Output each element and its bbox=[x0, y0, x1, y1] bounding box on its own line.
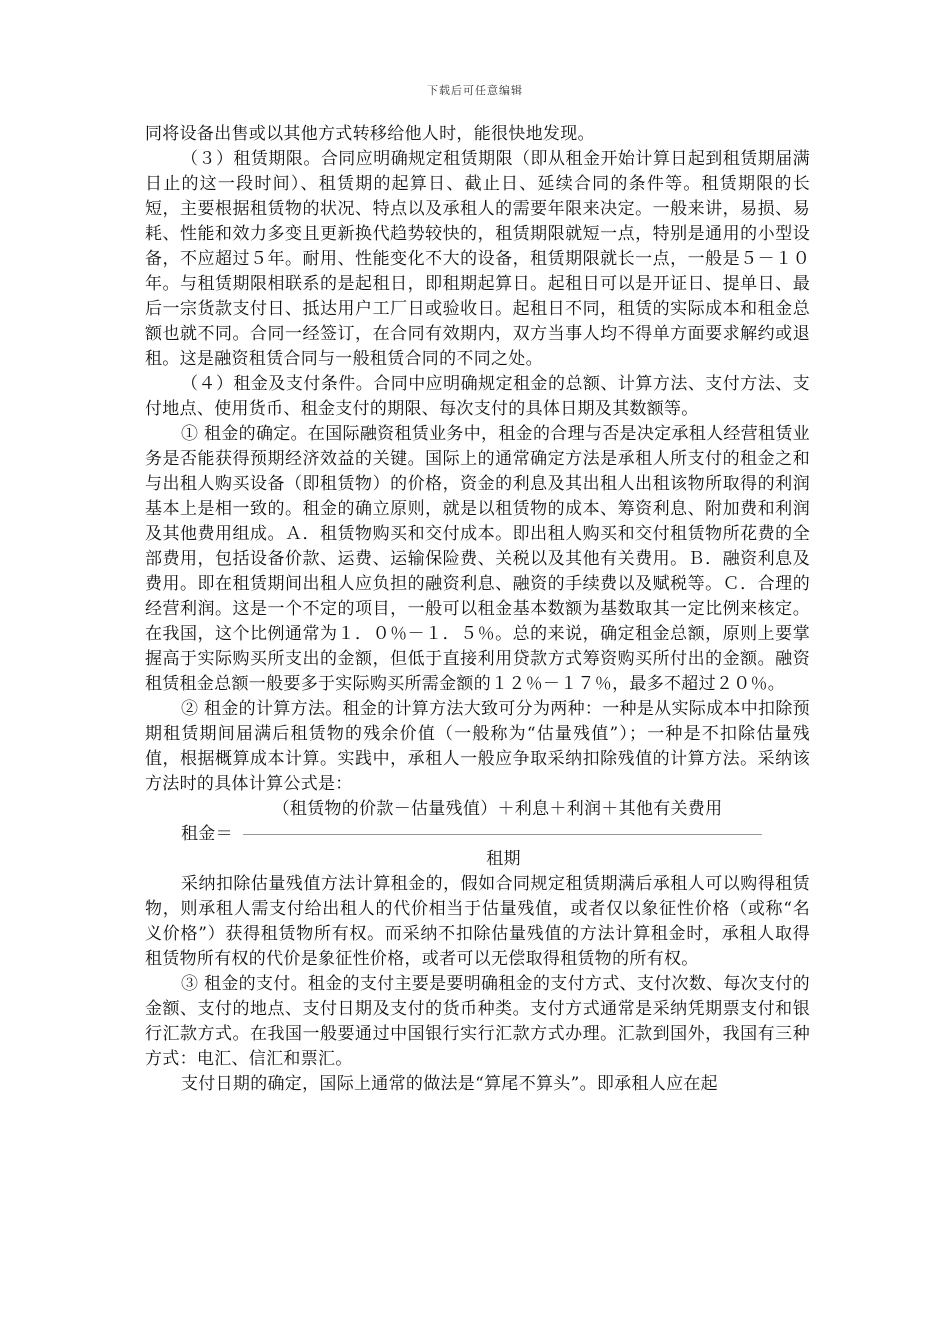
rent-formula bbox=[145, 797, 810, 872]
paragraph-continuation: 同将设备出售或以其他方式转移给他人时，能很快地发现。 bbox=[145, 124, 595, 144]
formula-numerator: （租赁物的价款－估量残值）＋利息＋利润＋其他有关费用 bbox=[272, 799, 723, 819]
page-header-note: 下载后可任意编辑 bbox=[427, 84, 523, 97]
paragraph-rent-calculation: ② 租金的计算方法。租金的计算方法大致可分为两种：一种是从实际成本中扣除预期租赁期间届满后租赁物的残余价值（一般称为“估量残值”）；一种是不扣除估量残值，根据概算成本计算。实践中，承租人一般应争取采纳扣除残值的计算方法。采纳该方法时的具体计算公式是： bbox=[145, 699, 810, 794]
document-body bbox=[145, 122, 810, 1097]
paragraph-rent-payment: ③ 租金的支付。租金的支付主要是要明确租金的支付方式、支付次数、每次支付的金额、支付的地点、支付日期及支付的货币种类。支付方式通常是采纳凭期票支付和银行汇款方式。在我国一般要通过中国银行实行汇款方式办理。汇款到国外，我国有三种方式：电汇、信汇和票汇。 bbox=[145, 974, 810, 1069]
paragraph-rent-determination: ① 租金的确定。在国际融资租赁业务中，租金的合理与否是决定承租人经营租赁业务是否能获得预期经济效益的关键。国际上的通常确定方法是承租人所支付的租金之和与出租人购买设备（即租赁物）的价格，资金的利息及其出租人出租该物所取得的利润基本上是相一致的。租金的确立原则，就是以租赁物的成本、筹资利息、附加费和利润及其他费用组成。Ａ．租赁物购买和交付成本。即出租人购买和交付租赁物所花费的全部费用，包括设备价款、运费、运输保险费、关税以及其他有关费用。Ｂ．融资利息及费用。即在租赁期间出租人应负担的融资利息、融资的手续费以及赋税等。Ｃ．合理的经营利润。这是一个不定的项目，一般可以租金基本数额为基数取其一定比例来核定。在我国，这个比例通常为１．０％－１．５％。总的来说，确定租金总额，原则上要掌握高于实际购买所支出的金额，但低于直接利用贷款方式筹资购买所付出的金额。融资租赁租金总额一般要多于实际购买所需金额的１２％－１７％，最多不超过２０％。 bbox=[145, 424, 810, 694]
formula-lhs: 租金＝ bbox=[181, 824, 233, 844]
paragraph-lease-term: （３）租赁期限。合同应明确规定租赁期限（即从租金开始计算日起到租赁期届满日止的这一段时间）、租赁期的起算日、截止日、延续合同的条件等。租赁期限的长短，主要根据租赁物的状况、特点以及承租人的需要年限来决定。一般来讲，易损、易耗、性能和效力多变且更新换代趋势较快的，租赁期限就短一点，特别是通用的小型设备，不应超过５年。耐用、性能变化不大的设备，租赁期限就长一点，一般是５－１０年。与租赁期限相联系的是起租日，即租期起算日。起租日可以是开证日、提单日、最后一宗货款支付日、抵达用户工厂日或验收日。起租日不同，租赁的实际成本和租金总额也就不同。合同一经签订，在合同有效期内，双方当事人均不得单方面要求解约或退租。这是融资租赁合同与一般租赁合同的不同之处。 bbox=[145, 149, 810, 369]
paragraph-rent-and-payment: （４）租金及支付条件。合同中应明确规定租金的总额、计算方法、支付方法、支付地点、使用货币、租金支付的期限、每次支付的具体日期及其数额等。 bbox=[145, 374, 810, 419]
paragraph-residual-value: 采纳扣除估量残值方法计算租金的，假如合同规定租赁期满后承租人可以购得租赁物，则承租人需支付给出租人的代价相当于估量残值，或者仅以象征性价格（或称“名义价格”）获得租赁物所有权。而采纳不扣除估量残值的方法计算租金时，承租人取得租赁物所有权的代价是象征性价格，或者可以无偿取得租赁物的所有权。 bbox=[145, 874, 810, 969]
paragraph-payment-date: 支付日期的确定，国际上通常的做法是“算尾不算头”。即承租人应在起 bbox=[181, 1074, 718, 1094]
formula-fraction-bar bbox=[243, 834, 762, 835]
formula-denominator: 租期 bbox=[486, 849, 521, 869]
